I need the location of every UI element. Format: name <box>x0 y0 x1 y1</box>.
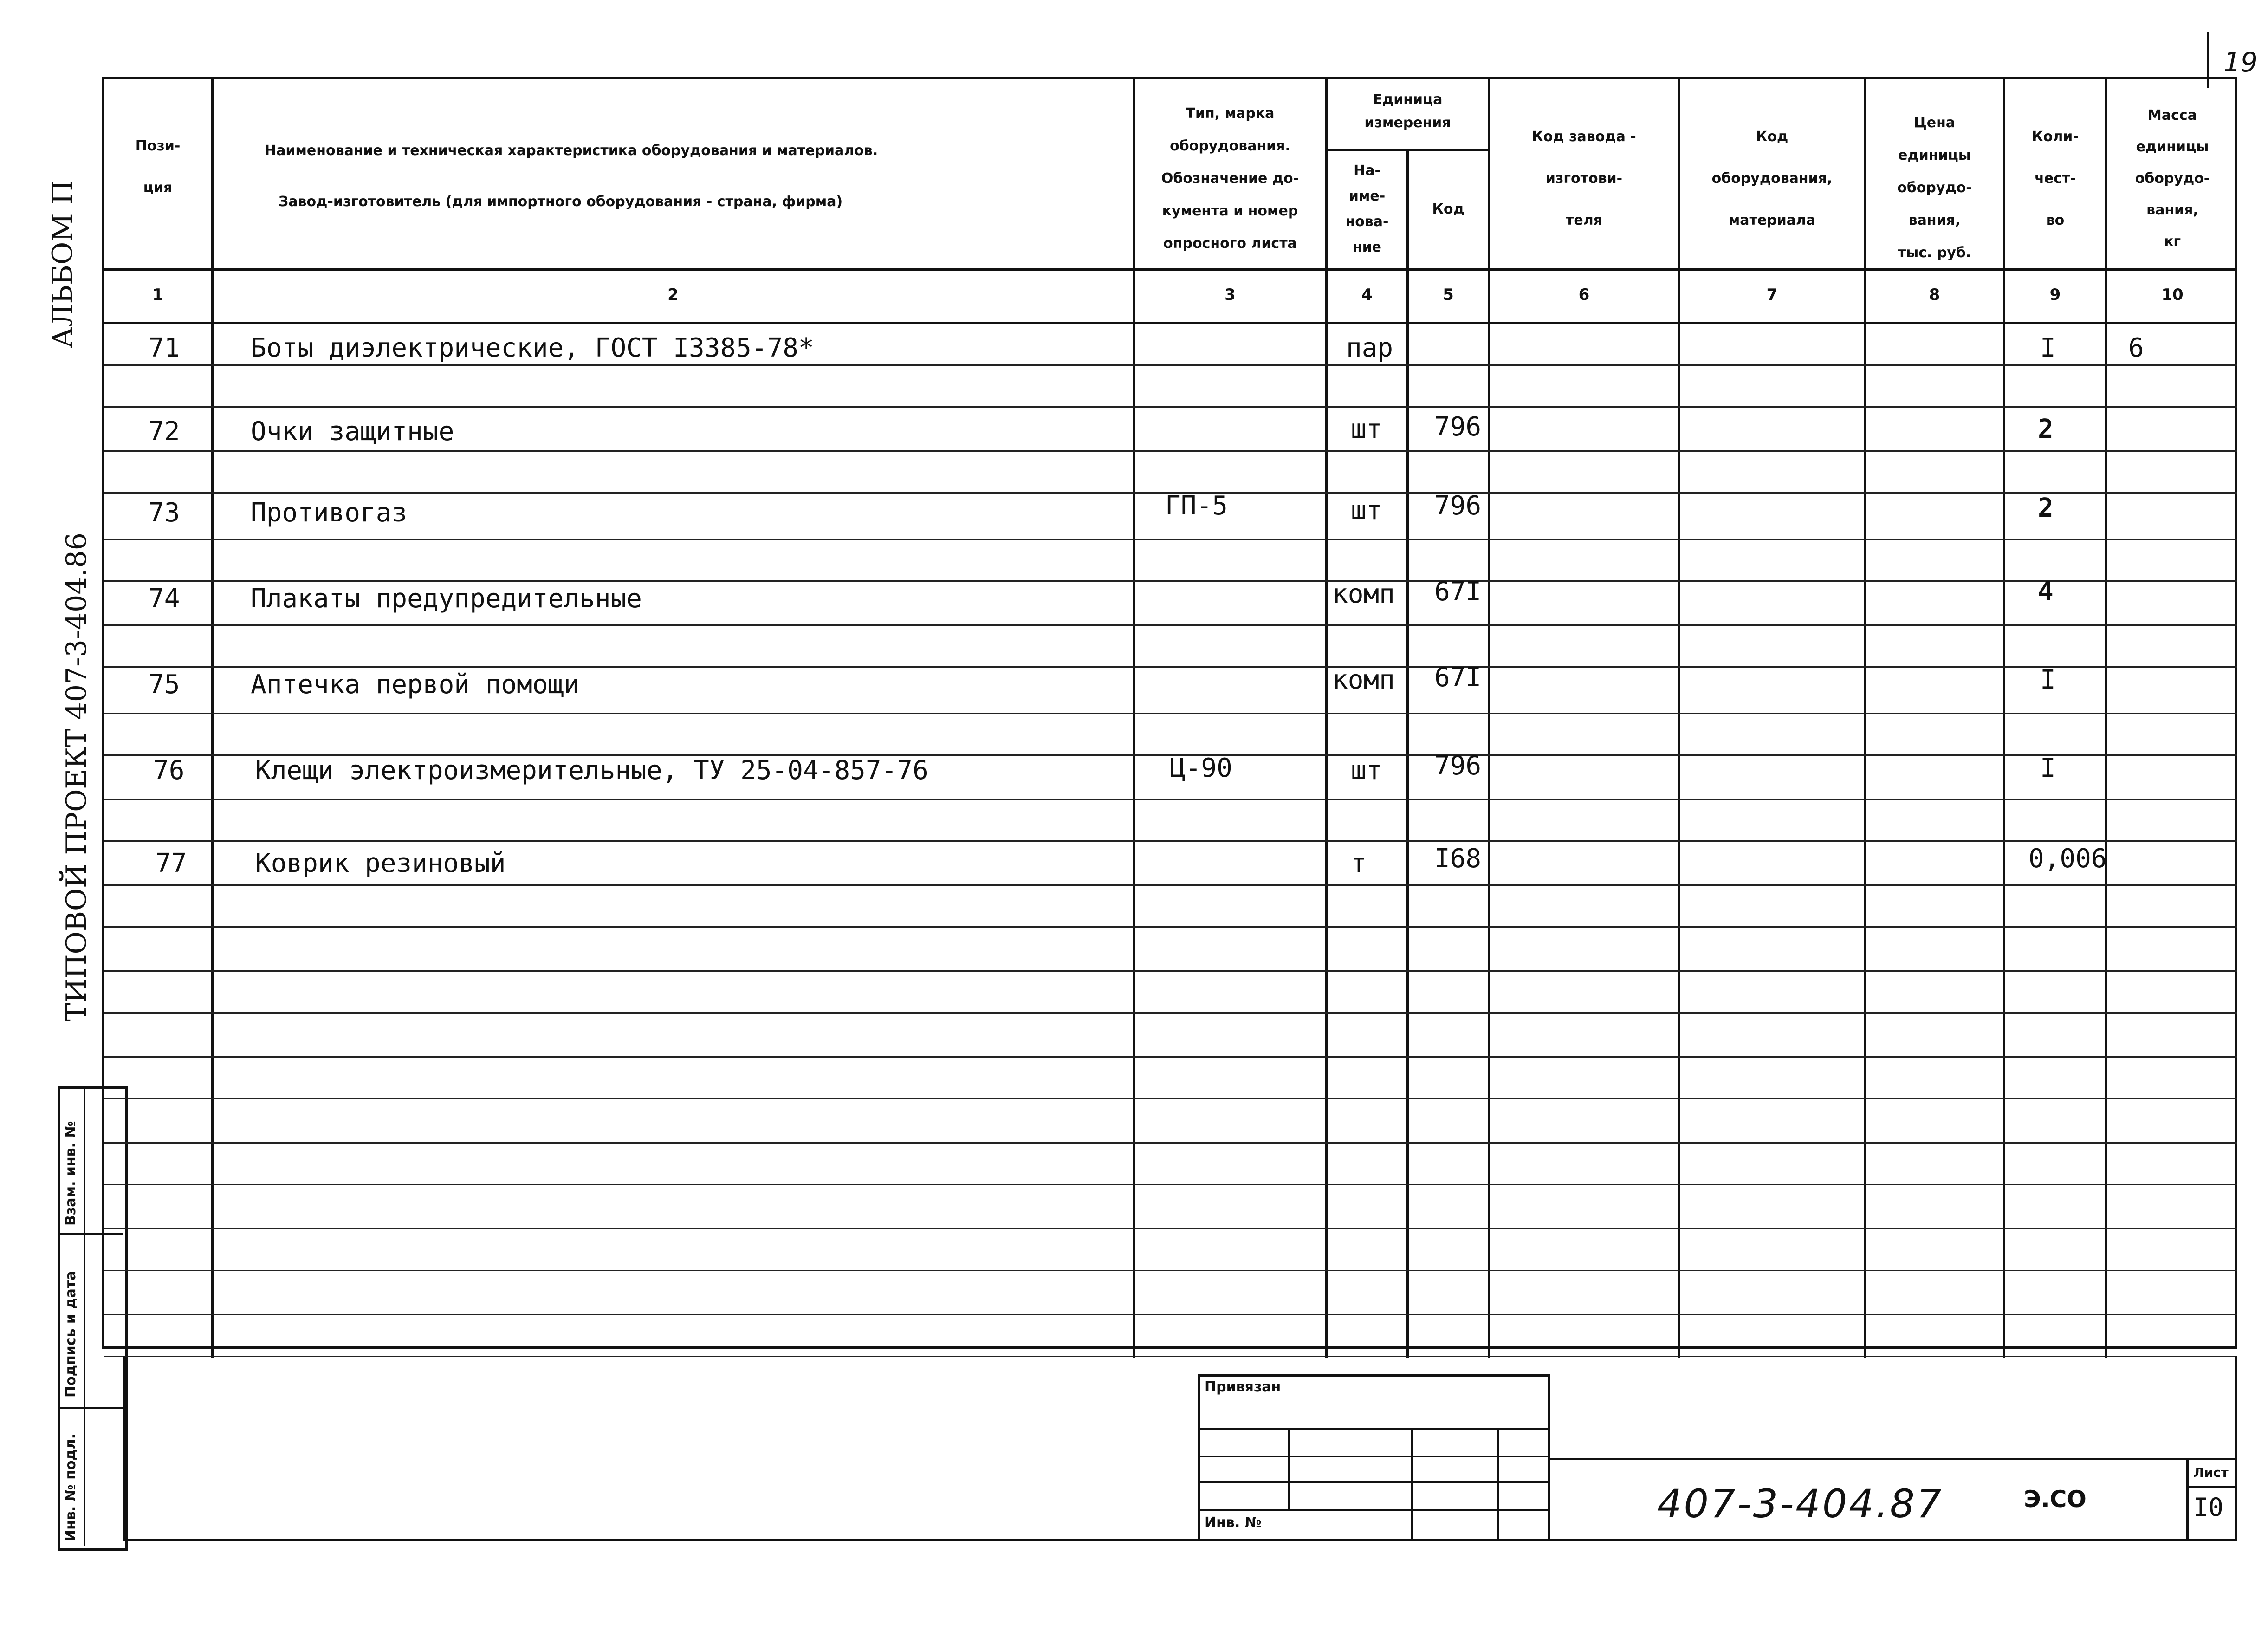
colnum-9: 9 <box>2049 286 2061 304</box>
stamp-inv-orig: Инв. № подл. <box>63 1433 79 1541</box>
album-label: АЛЬБОМ П <box>46 180 79 348</box>
row-unit: комп <box>1332 579 1395 609</box>
row-position: 71 <box>149 333 180 363</box>
row-rule <box>104 1142 2237 1144</box>
row-rule <box>104 406 2237 408</box>
colnum-5: 5 <box>1443 286 1454 304</box>
row-rule <box>104 364 2237 366</box>
colnum-6: 6 <box>1578 286 1590 304</box>
header-type: Тип, марка оборудования. Обозначение до- кумента и номер опросного листа <box>1161 105 1299 252</box>
row-position: 77 <box>156 848 187 878</box>
row-name: Очки защитные <box>251 416 454 447</box>
row-unit: шт <box>1351 495 1382 526</box>
row-rule <box>104 450 2237 452</box>
header-equipment-code: Код оборудования, материала <box>1711 129 1833 228</box>
header-factory-code: Код завода - изготови- теля <box>1532 129 1636 228</box>
row-qty: 2 <box>2038 414 2054 444</box>
document-code: Э.СО <box>2024 1486 2087 1513</box>
header-unit-code: Код <box>1432 201 1464 217</box>
row-position: 74 <box>149 584 180 614</box>
colnum-3: 3 <box>1225 286 1236 304</box>
header-unit-divider <box>1325 149 1488 151</box>
header-name: Наименование и техническая характеристика оборудования и материалов. Завод-изготовитель (для импортного оборудования - страна, фирма) <box>265 143 878 210</box>
row-rule <box>104 1314 2237 1315</box>
privyazan-label: Привязан <box>1205 1379 1281 1395</box>
header-position: Пози- ция <box>135 138 181 196</box>
row-qty: 2 <box>2038 493 2054 523</box>
row-unit: пар <box>1346 333 1393 363</box>
row-position: 72 <box>149 416 180 447</box>
colnum-7: 7 <box>1766 286 1778 304</box>
row-name: Аптечка первой помощи <box>251 669 580 700</box>
header-mass: Масса единицы оборудо- вания, кг <box>2135 107 2210 250</box>
row-name: Противогаз <box>251 498 408 528</box>
page-number: 19 <box>2223 46 2258 78</box>
row-name: Коврик резиновый <box>255 848 506 878</box>
row-position: 75 <box>149 669 180 700</box>
row-rule <box>104 840 2237 842</box>
sheet-number: I0 <box>2193 1493 2224 1522</box>
row-name: Клещи электроизмерительные, ТУ 25-04-857-76 <box>255 755 928 786</box>
row-type: Ц-90 <box>1170 753 1232 783</box>
header-unit-name: На- име- нова- ние <box>1345 162 1389 255</box>
header-quantity: Коли- чест- во <box>2032 129 2079 228</box>
row-rule <box>104 539 2237 540</box>
row-rule <box>104 1228 2237 1229</box>
row-rule <box>104 666 2237 668</box>
row-qty: I <box>2040 753 2056 783</box>
row-code: 796 <box>1434 412 1482 442</box>
row-qty: 0,006 <box>2028 844 2107 874</box>
colnum-8: 8 <box>1929 286 1940 304</box>
row-position: 76 <box>153 755 185 786</box>
row-rule <box>104 1184 2237 1185</box>
row-code: 796 <box>1434 751 1482 781</box>
row-rule <box>104 799 2237 800</box>
row-rule <box>104 884 2237 886</box>
header-unit-group: Единица измерения <box>1364 91 1451 131</box>
colnum-1: 1 <box>152 286 163 304</box>
colnum-2: 2 <box>667 286 679 304</box>
row-code: I68 <box>1434 844 1482 874</box>
document-number: 407-3-404.87 <box>1657 1481 1944 1527</box>
titleblock-top <box>1550 1458 2237 1460</box>
sheet-label: Лист <box>2193 1465 2229 1480</box>
row-position: 73 <box>149 498 180 528</box>
row-rule <box>104 970 2237 972</box>
row-unit: шт <box>1351 414 1382 444</box>
colnum-10: 10 <box>2161 286 2184 304</box>
colnum-4: 4 <box>1361 286 1373 304</box>
row-unit: шт <box>1351 755 1382 786</box>
row-rule <box>104 624 2237 626</box>
row-name: Плакаты предупредительные <box>251 584 642 614</box>
row-qty: 4 <box>2038 577 2054 607</box>
colnum-bottom <box>102 322 2237 324</box>
stamp-replace-inv: Взам. инв. № <box>63 1121 79 1226</box>
col-line <box>1406 149 1409 1358</box>
row-rule <box>104 1056 2237 1058</box>
row-qty: I <box>2040 665 2056 695</box>
stamp-signature-date: Подпись и дата <box>63 1271 79 1397</box>
row-type: ГП-5 <box>1165 491 1228 521</box>
row-rule <box>104 713 2237 714</box>
row-code: 67I <box>1434 577 1482 607</box>
row-unit: т <box>1351 848 1367 878</box>
row-rule <box>104 1012 2237 1014</box>
row-name: Боты диэлектрические, ГОСТ I3385-78* <box>251 333 814 363</box>
row-mass: 6 <box>2128 333 2144 363</box>
row-code: 67I <box>1434 663 1482 693</box>
header-price: Цена единицы оборудо- вания, тыс. руб. <box>1897 115 1972 261</box>
row-qty: I <box>2040 333 2056 363</box>
inv-no-label: Инв. № <box>1205 1514 1262 1531</box>
row-code: 796 <box>1434 491 1482 521</box>
project-label: ТИПОВОЙ ПРОЕКТ 407-3-404.86 <box>60 533 93 1021</box>
row-rule <box>104 1098 2237 1099</box>
row-rule <box>104 580 2237 582</box>
row-unit: комп <box>1332 665 1395 695</box>
row-rule <box>104 1270 2237 1271</box>
row-rule <box>104 926 2237 928</box>
